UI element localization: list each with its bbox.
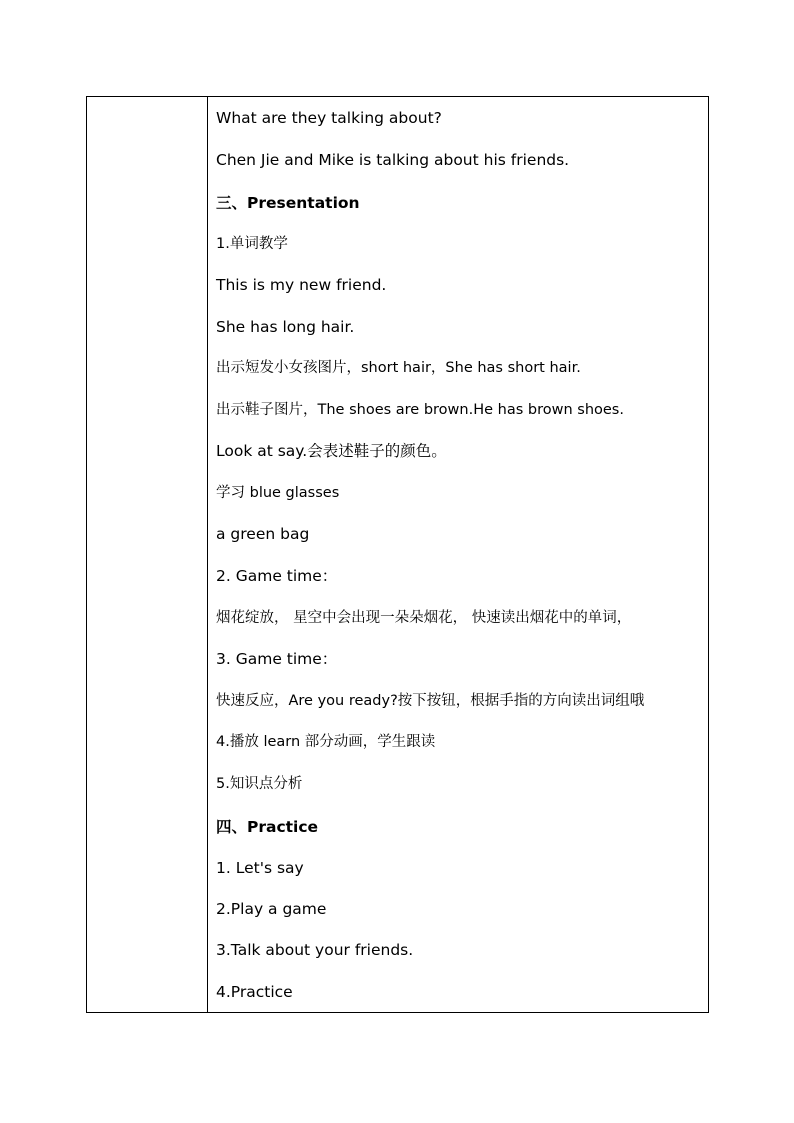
practice-step-4: 4.Practice (216, 983, 293, 1001)
learn-blue-glasses: 学习 blue glasses (216, 485, 340, 501)
practice-talk-friends: 3.Talk about your friends. (216, 941, 414, 959)
question-line: What are they talking about? (216, 109, 442, 127)
game-time-3-heading: 3. Game time： (216, 650, 338, 668)
table-content-cell (208, 97, 708, 1012)
section-heading-practice: 四、Practice (216, 818, 319, 836)
knowledge-analysis-step: 5.知识点分析 (216, 776, 303, 792)
look-and-say-line: Look at say.会表述鞋子的颜色。 (216, 442, 447, 460)
fireworks-game-description: 烟花绽放， 星空中会出现一朵朵烟花， 快速读出烟花中的单词， (216, 610, 632, 626)
answer-line: Chen Jie and Mike is talking about his friends. (216, 151, 570, 169)
example-short-hair: 出示短发小女孩图片，short hair，She has short hair. (216, 360, 581, 376)
example-sentence-new-friend: This is my new friend. (216, 276, 387, 294)
example-sentence-long-hair: She has long hair. (216, 318, 355, 336)
section-heading-presentation: 三、Presentation (216, 194, 360, 212)
step-vocabulary-teaching: 1.单词教学 (216, 236, 288, 252)
lesson-plan-table (86, 96, 709, 1013)
practice-lets-say: 1. Let's say (216, 859, 304, 877)
example-brown-shoes: 出示鞋子图片，The shoes are brown.He has brown shoes. (216, 402, 624, 418)
green-bag-line: a green bag (216, 525, 310, 543)
game-time-2-heading: 2. Game time： (216, 567, 338, 585)
practice-play-game: 2.Play a game (216, 900, 327, 918)
quick-response-description: 快速反应，Are you ready?按下按钮，根据手指的方向读出词组哦 (216, 693, 645, 709)
table-left-cell (87, 97, 208, 1012)
play-learn-animation-step: 4.播放 learn 部分动画，学生跟读 (216, 734, 436, 750)
